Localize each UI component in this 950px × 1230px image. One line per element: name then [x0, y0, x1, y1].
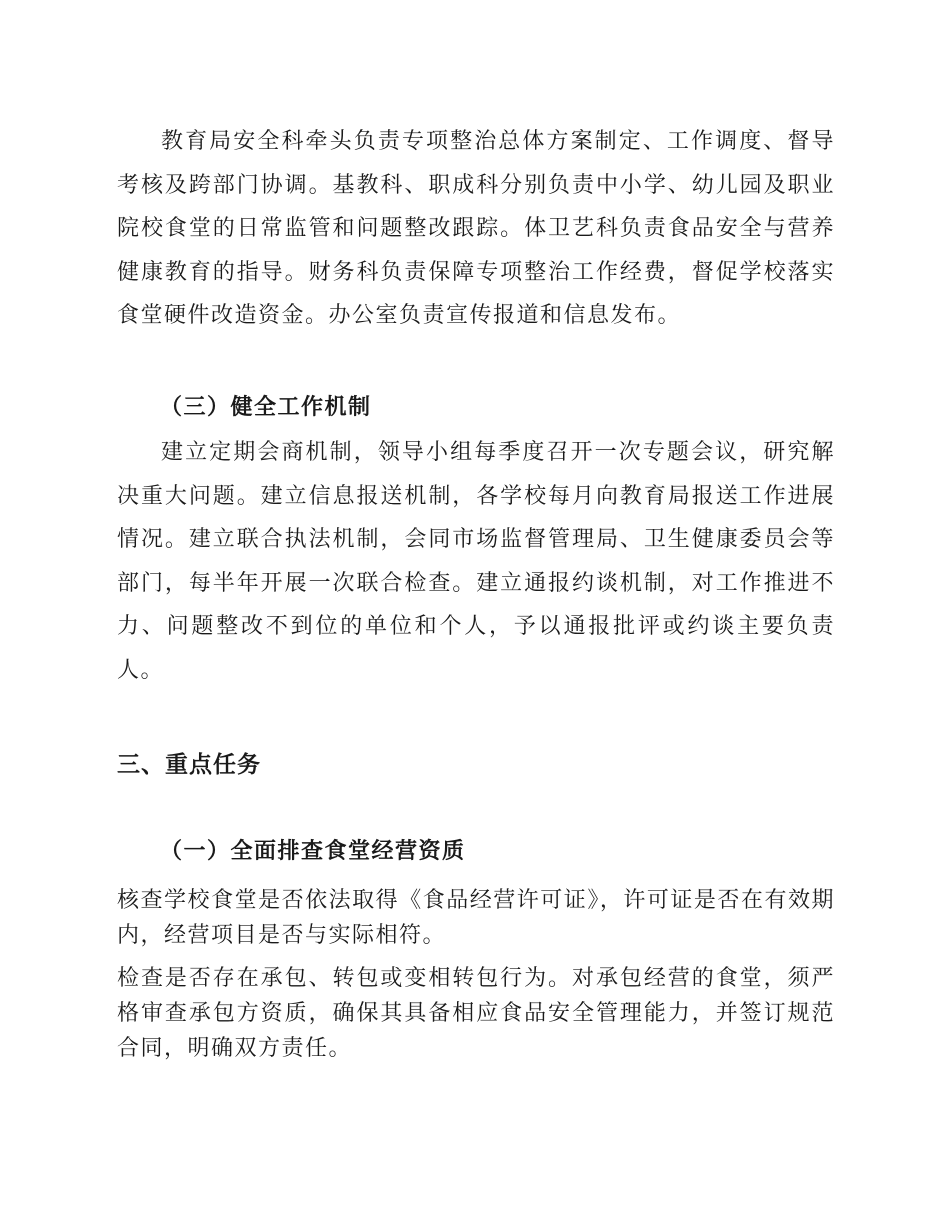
paragraph-contract-check: 检查是否存在承包、转包或变相转包行为。对承包经营的食堂，须严格审查承包方资质，确保其具备相应食品安全管理能力，并签订规范合同，明确双方责任。 — [117, 966, 835, 1061]
chapter-heading-key-tasks: 三、重点任务 — [117, 752, 261, 778]
section-heading-qualification: （一）全面排查食堂经营资质 — [160, 838, 466, 864]
paragraph-responsibilities: 教育局安全科牵头负责专项整治总体方案制定、工作调度、督导考核及跨部门协调。基教科、职成科分别负责中小学、幼儿园及职业院校食堂的日常监管和问题整改跟踪。体卫艺科负责食品安全与营养健康教育的指导。财务科负责保障专项整治工作经费，督促学校落实食堂硬件改造资金。办公室负责宣传报道和信息发布。 — [117, 129, 835, 328]
paragraph-license-check: 核查学校食堂是否依法取得《食品经营许可证》，许可证是否在有效期内，经营项目是否与实际相符。 — [117, 888, 835, 948]
paragraph-mechanism: 建立定期会商机制，领导小组每季度召开一次专题会议，研究解决重大问题。建立信息报送机制，各学校每月向教育局报送工作进展情况。建立联合执法机制，会同市场监督管理局、卫生健康委员会等部门，每半年开展一次联合检查。建立通报约谈机制，对工作推进不力、问题整改不到位的单位和个人，予以通报批评或约谈主要负责人。 — [117, 440, 835, 683]
section-heading-mechanism: （三）健全工作机制 — [160, 394, 372, 420]
